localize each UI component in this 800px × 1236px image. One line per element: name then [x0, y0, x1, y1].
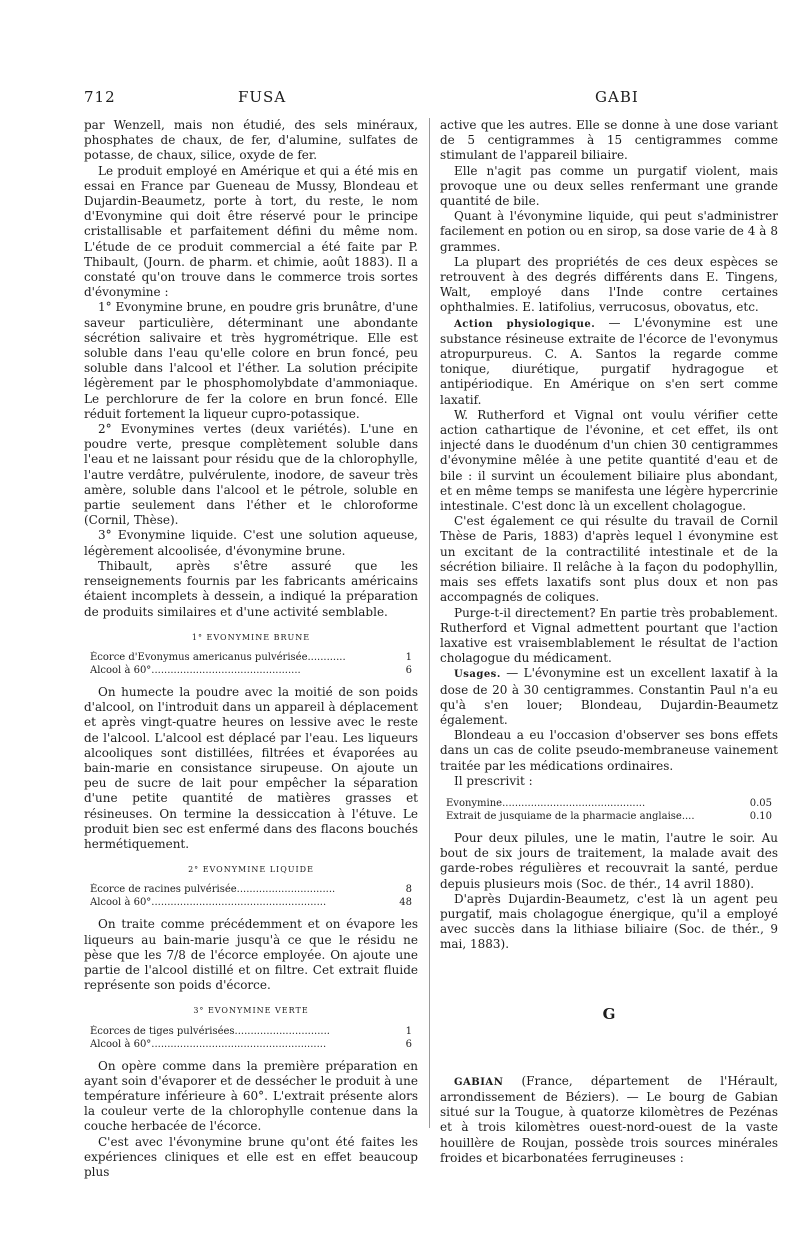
formula-row — [90, 1025, 412, 1038]
formula-title: 2° EVONYMINE LIQUIDE — [188, 865, 314, 875]
formula-row — [90, 651, 412, 664]
paragraph-text: — L'évonymine est un excellent laxatif à la dose de 20 à 30 centigrammes. Constantin Paul n'a eu qu'à s'en louer; Blondeau, Dujardin-Beaumetz également. — [440, 666, 778, 727]
paragraph: Quant à l'évonymine liquide, qui peut s'administrer facilement en potion ou en sirop, sa dose varie de 4 à 8 grammes. — [440, 209, 778, 254]
paragraph: D'après Dujardin-Beaumetz, c'est là un agent peu purgatif, mais cholagogue énergique, qu'il a employé avec succès dans la lithiase biliaire (Soc. de thér., 9 mai, 1883). — [440, 891, 778, 952]
ingredient: Écorce d'Evonymus americanus pulvérisée............ — [90, 651, 346, 663]
ingredient: Alcool à 60°....................................................... — [90, 897, 327, 909]
quantity: 8 — [405, 884, 412, 896]
left-column — [84, 118, 418, 1180]
section-label-action: Action physiologique. — [454, 318, 596, 330]
paragraph — [440, 316, 778, 408]
right-column — [440, 118, 778, 1166]
paragraph: C'est avec l'évonymine brune qu'ont été faites les expériences cliniques et elle est en effet beaucoup plus — [84, 1134, 418, 1179]
column-divider — [429, 118, 430, 1128]
ingredient: Alcool à 60°....................................................... — [90, 1038, 327, 1050]
paragraph — [440, 1074, 778, 1166]
right-running-title: GABI — [595, 88, 639, 106]
paragraph: Thibault, après s'être assuré que les renseignements fournis par les fabricants américains étaient incomplets à dessein, a indiqué la préparation de produits similaires et d'une activité semblable. — [84, 558, 418, 619]
paragraph: par Wenzell, mais non étudié, des sels minéraux, phosphates de chaux, de fer, d'alumine, sulfates de potasse, de chaux, silice, oxyde de fer. — [84, 118, 418, 163]
section-letter: G — [602, 1004, 616, 1023]
formula-row — [90, 664, 412, 677]
formula-row — [90, 896, 412, 909]
paragraph: active que les autres. Elle se donne à une dose variant de 5 centigrammes à 15 centigrammes comme stimulant de l'appareil biliaire. — [440, 118, 778, 163]
ingredient: Alcool à 60°............................................... — [90, 664, 301, 676]
formula-row — [90, 1038, 412, 1051]
paragraph-text: (France, département de l'Hérault, arrondissement de Béziers). — Le bourg de Gabian situé sur la Tougue, à quatorze kilomètres de Pezénas et à trois kilomètres ouest-nord-ouest de la vaste houillère de Roujan, possède trois sources minérales froides et bicarbonatées ferrugineuses : — [440, 1073, 778, 1165]
formula-title: 3° EVONYMINE VERTE — [193, 1006, 309, 1016]
paragraph: W. Rutherford et Vignal ont voulu vérifier cette action cathartique de l'évonine, et cet effet, ils ont injecté dans le duodénum d'un chien 30 centigrammes d'évonymine mêlée à une petite quantité d'eau et de bile : il survint un écoulement biliaire plus abondant, et en même temps se manifesta une légère hypercrinie intestinale. C'est donc là un excellent cholagogue. — [440, 407, 778, 514]
paragraph: Il prescrivit : — [454, 773, 533, 788]
left-running-title: FUSA — [238, 88, 287, 106]
quantity: 6 — [405, 664, 412, 676]
quantity: 48 — [399, 897, 412, 909]
ingredient: Extrait de jusquiame de la pharmacie anglaise.... — [446, 810, 695, 822]
quantity: 6 — [405, 1038, 412, 1050]
ingredient: Écorces de tiges pulvérisées.............................. — [90, 1025, 330, 1037]
formula-row — [446, 810, 772, 823]
paragraph: Le produit employé en Amérique et qui a été mis en essai en France par Gueneau de Mussy, Blondeau et Dujardin-Beaumetz, porte à tort, du reste, le nom d'Evonymine qui doit être réservé pour le principe cristallisable et parfaitement défini du même nom. L'étude de ce produit commercial a été faite par P. Thibault, (Journ. de pharm. et chimie, août 1883). Il a constaté qu'on trouve dans le commerce trois sortes d'évonymine : — [84, 163, 418, 300]
paragraph: Pour deux pilules, une le matin, l'autre le soir. Au bout de six jours de traitement, la malade avait des garde-robes régulières et recouvrait la santé, perdue depuis plusieurs mois (Soc. de thér., 14 avril 1880). — [440, 830, 778, 891]
quantity: 1 — [405, 1025, 412, 1037]
formula-row — [446, 797, 772, 810]
ingredient: Evonymine............................................. — [446, 797, 646, 809]
entry-headword: GABIAN — [454, 1076, 504, 1088]
paragraph: 1° Evonymine brune, en poudre gris brunâtre, d'une saveur particulière, déterminant une abondante sécrétion salivaire et très hygrométrique. Elle est soluble dans l'eau qu'elle colore en brun foncé, peu soluble dans l'alcool et l'éther. La solution précipite légèrement par le phosphomolybdate d'ammoniaque. Le perchlorure de fer la colore en brun foncé. Elle réduit fortement la liqueur cupro-potassique. — [84, 300, 418, 421]
paragraph: 3° Evonymine liquide. C'est une solution aqueuse, légèrement alcoolisée, d'évonymine brune. — [84, 528, 418, 558]
paragraph: Elle n'agit pas comme un purgatif violent, mais provoque une ou deux selles renfermant une grande quantité de bile. — [440, 163, 778, 209]
formula-row — [90, 883, 412, 896]
paragraph — [440, 666, 778, 728]
paragraph: On opère comme dans la première préparation en ayant soin d'évaporer et de dessécher le produit à une température inférieure à 60°. L'extrait présente alors la couleur verte de la chlorophylle contenue dans la couche herbacée de l'écorce. — [84, 1058, 418, 1134]
page-number: 712 — [84, 88, 116, 106]
paragraph: 2° Evonymines vertes (deux variétés). L'une en poudre verte, presque complètement soluble dans l'eau et ne laissant pour résidu que de la chlorophylle, l'autre verdâtre, pulvérulente, inodore, de saveur très amère, soluble dans l'alcool et le pétrole, soluble en partie seulement dans l'éther et le chloroforme (Cornil, Thèse). — [84, 422, 418, 528]
ingredient: Écorce de racines pulvérisée............................... — [90, 884, 336, 896]
paragraph: On humecte la poudre avec la moitié de son poids d'alcool, on l'introduit dans un appareil à déplacement et après vingt-quatre heures on lessive avec le reste de l'alcool. L'alcool est déplacé par l'eau. Les liqueurs alcooliques sont distillées, filtrées et évaporées au bain-marie en consistance sirupeuse. On ajoute un peu de sucre de lait pour empêcher la séparation d'une petite quantité de matières grasses et résineuses. On termine la dessiccation à l'étuve. Le produit bien sec est enfermé dans des flacons bouchés hermétiquement. — [84, 684, 418, 851]
paragraph: C'est également ce qui résulte du travail de Cornil Thèse de Paris, 1883) d'après lequel l évonymine est un excitant de la contractilité intestinale et de la sécrétion biliaire. Il relâche à la façon du podophyllin, mais ses effets laxatifs sont plus doux et non pas accompagnés de coliques. — [440, 514, 778, 605]
section-label-usages: Usages. — [454, 669, 501, 681]
paragraph: Purge-t-il directement? En partie très probablement. Rutherford et Vignal admettent pourtant que l'action laxative est vraisemblablement le résultat de l'action cholagogue du médicament. — [440, 605, 778, 666]
paragraph: Blondeau a eu l'occasion d'observer ses bons effets dans un cas de colite pseudo-membraneuse vainement traitée par les médications ordinaires. — [440, 728, 778, 773]
paragraph-text: — L'évonymine est une substance résineuse extraite de l'écorce de l'evonymus atropurpureus. C. A. Santos la regarde comme tonique, diurétique, purgatif hydragogue et antipériodique. En Amérique on s'en sert comme laxatif. — [440, 315, 778, 407]
quantity: 0.10 — [749, 810, 772, 822]
quantity: 0.05 — [749, 797, 772, 809]
formula-title: 1° EVONYMINE BRUNE — [191, 632, 311, 642]
paragraph: La plupart des propriétés de ces deux espèces se retrouvent à des degrés différents dans E. Tingens, Walt, employé dans l'Inde contre certaines ophthalmies. E. latifolius, verrucosus, obovatus, etc. — [440, 254, 778, 315]
paragraph: On traite comme précédemment et on évapore les liqueurs au bain-marie jusqu'à ce que le résidu ne pèse que les 7/8 de l'écorce employée. On ajoute une partie de l'alcool distillé et on filtre. Cet extrait fluide représente son poids d'écorce. — [84, 917, 418, 993]
quantity: 1 — [405, 651, 412, 663]
